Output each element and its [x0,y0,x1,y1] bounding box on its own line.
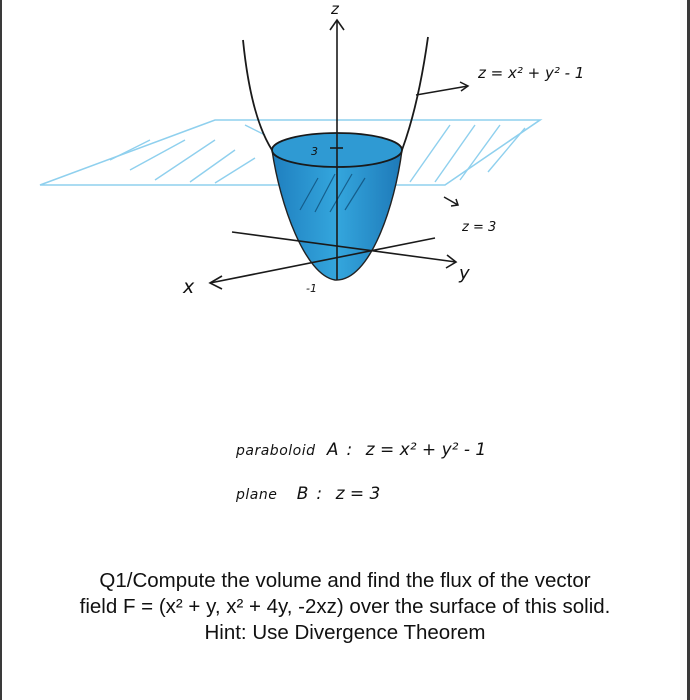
definition-plane-equation: z = 3 [335,484,381,504]
tick-label-3: 3 [311,145,318,158]
paraboloid-plane-diagram [0,0,690,320]
definition-paraboloid-letter: A [326,440,339,460]
paraboloid-pointer [416,86,468,95]
x-axis-label: x [183,276,195,298]
question-line-1: Q1/Compute the volume and find the flux of the vector [99,569,591,592]
z-axis-label: z [331,0,339,18]
paraboloid-label: z = x² + y² - 1 [478,64,585,82]
question-line-2: field F = (x² + y, x² + 4y, -2xz) over the surface of this solid. [79,595,611,618]
question-hint: Hint: Use Divergence Theorem [204,621,486,644]
plane-label: z = 3 [462,220,497,235]
question-text [14,568,676,646]
paraboloid-left-wall [243,40,272,150]
surface-definitions [236,432,536,522]
definition-plane-name: plane [236,487,278,503]
definition-plane-letter: B [296,484,309,504]
definition-paraboloid-name: paraboloid [236,443,316,459]
definition-paraboloid: paraboloid A : z = x² + y² - 1 [236,440,487,460]
tick-label-minus1: -1 [306,282,317,295]
y-axis-label: y [459,263,470,284]
definition-plane: plane B : z = 3 [236,484,381,504]
annotation-arrows [416,82,468,206]
definition-paraboloid-equation: z = x² + y² - 1 [365,440,487,460]
